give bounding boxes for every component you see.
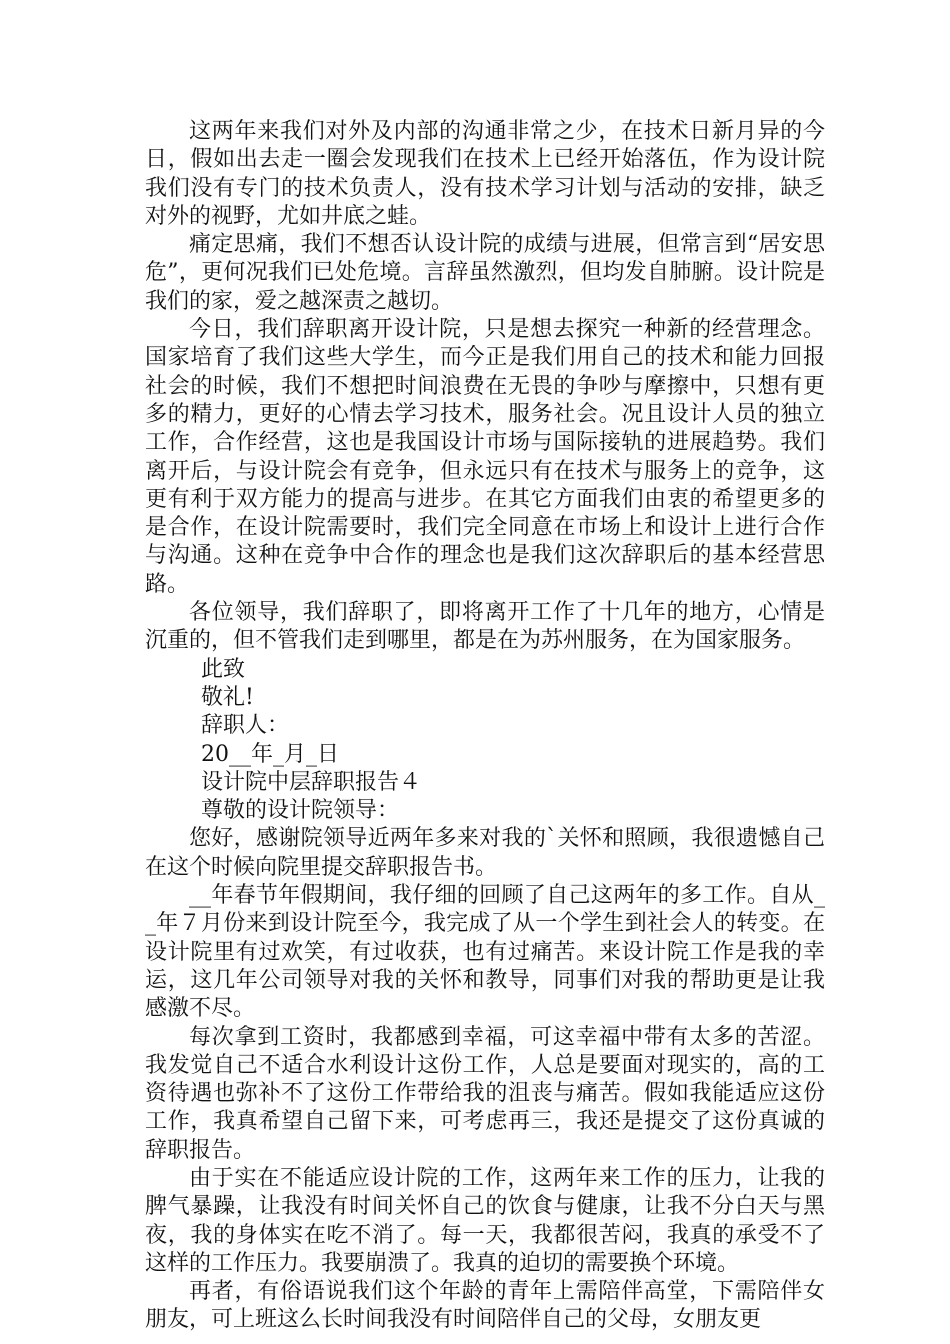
closing-line: 此致 — [201, 656, 246, 682]
signature-label: 辞职人： — [201, 713, 290, 739]
closing-line: 敬礼! — [201, 684, 254, 710]
body-paragraph: 由于实在不能适应设计院的工作，这两年来工作的压力，让我的脾气暴躁，让我没有时间关怀自己的饮食与健康，让我不分白天与黑夜，我的身体实在吃不消了。每一天，我都很苦闷，我真的承受不了这样的工作压力。我要崩溃了。我真的迫切的需要换个环境。 — [145, 1165, 825, 1276]
document-page — [145, 118, 825, 1335]
body-paragraph: 再者，有俗语说我们这个年龄的青年上需陪伴高堂，下需陪伴女朋友，可上班这么长时间我没有时间陪伴自己的父母，女朋友更 — [145, 1279, 825, 1333]
body-paragraph: 痛定思痛，我们不想否认设计院的成绩与进展，但常言到“居安思危”，更何况我们已处危境。言辞虽然激烈，但均发自肺腑。设计院是我们的家，爱之越深责之越切。 — [145, 232, 825, 314]
body-paragraph: 这两年来我们对外及内部的沟通非常之少，在技术日新月异的今日，假如出去走一圈会发现我们在技术上已经开始落伍，作为设计院我们没有专门的技术负责人，没有技术学习计划与活动的安排，缺乏对外的视野，尤如井底之蛙。 — [145, 119, 825, 229]
body-paragraph: 今日，我们辞职离开设计院，只是想去探究一种新的经营理念。国家培育了我们这些大学生，而今正是我们用自己的技术和能力回报社会的时候，我们不想把时间浪费在无畏的争吵与摩擦中，只想有更多的精力，更好的心情去学习技术，服务社会。况且设计人员的独立工作，合作经营，这也是我国设计市场与国际接轨的进展趋势。我们离开后，与设计院会有竞争，但永远只有在技术与服务上的竞争，这更有利于双方能力的提高与进步。在其它方面我们由衷的希望更多的是合作，在设计院需要时，我们完全同意在市场上和设计上进行合作与沟通。这种在竞争中合作的理念也是我们这次辞职后的基本经营思路。 — [145, 317, 825, 597]
section-title: 设计院中层辞职报告４ — [201, 769, 422, 795]
body-paragraph: 各位领导，我们辞职了，即将离开工作了十几年的地方，心情是沉重的，但不管我们走到哪里，都是在为苏州服务，在为国家服务。 — [145, 600, 825, 654]
body-paragraph: 您好，感谢院领导近两年多来对我的`关怀和照顾，我很遗憾自己在这个时候向院里提交辞职报告书。 — [145, 826, 825, 880]
date-line: 20__年_月_日 — [201, 741, 339, 767]
body-paragraph: 每次拿到工资时，我都感到幸福，可这幸福中带有太多的苦涩。我发觉自己不适合水利设计这份工作，人总是要面对现实的，高的工资待遇也弥补不了这份工作带给我的沮丧与痛苦。假如我能适应这份工作，我真希望自己留下来，可考虑再三，我还是提交了这份真诚的辞职报告。 — [145, 1024, 825, 1163]
body-paragraph: __年春节年假期间，我仔细的回顾了自己这两年的多工作。自从__年７月份来到设计院至今，我完成了从一个学生到社会人的转变。在设计院里有过欢笑，有过收获，也有过痛苦。来设计院工作是我的幸运，这几年公司领导对我的关怀和教导，同事们对我的帮助更是让我感激不尽。 — [145, 883, 825, 1022]
salutation: 尊敬的设计院领导： — [201, 798, 400, 824]
